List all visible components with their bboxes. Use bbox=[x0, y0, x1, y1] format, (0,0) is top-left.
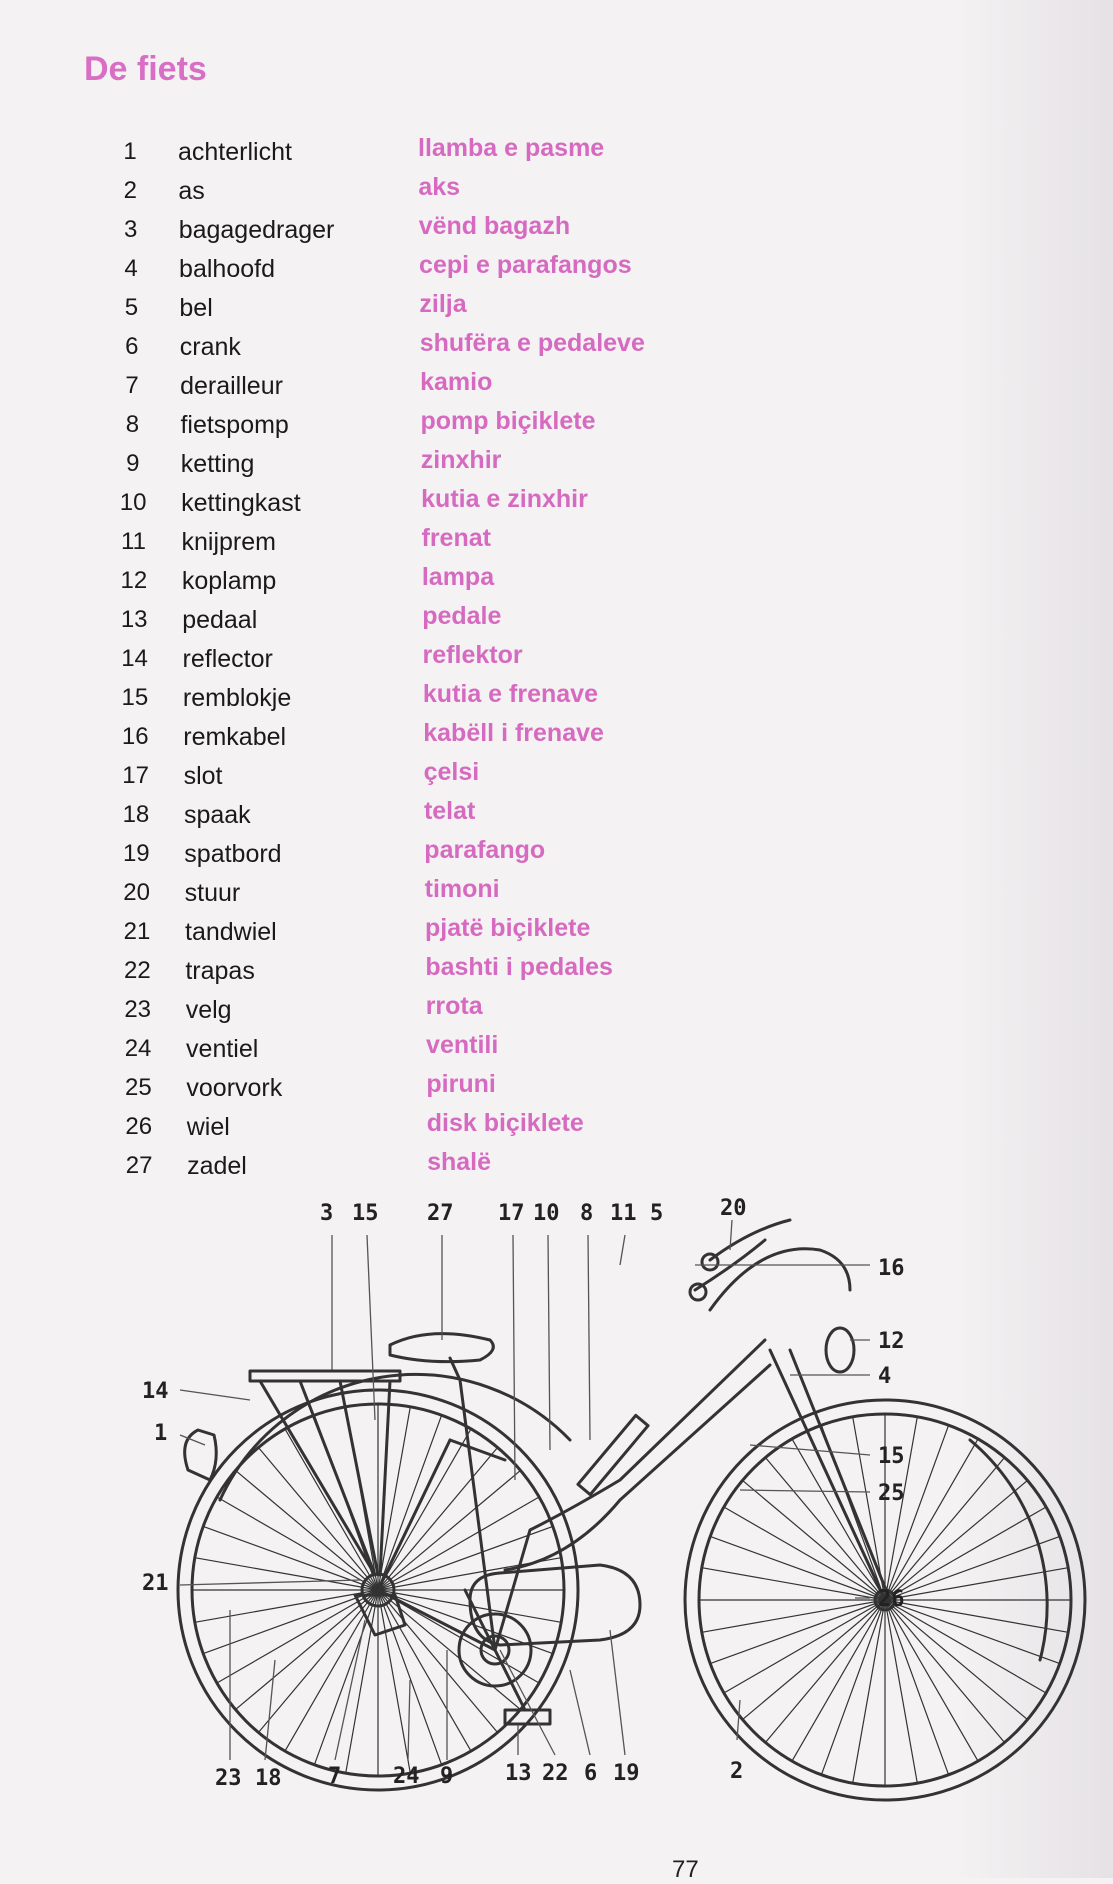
dutch-term: spatbord bbox=[184, 840, 282, 868]
item-number: 7 bbox=[125, 372, 139, 399]
item-number: 15 bbox=[121, 684, 149, 711]
item-number: 3 bbox=[124, 216, 138, 243]
headlamp-shape bbox=[826, 1328, 854, 1372]
albanian-translation: telat bbox=[423, 797, 476, 825]
vocab-row bbox=[113, 446, 813, 486]
callout-22: 22 bbox=[542, 1761, 569, 1786]
item-number: 22 bbox=[123, 957, 151, 984]
vocab-row bbox=[115, 641, 815, 681]
albanian-translation: kutia e frenave bbox=[422, 680, 598, 708]
callout-12: 12 bbox=[878, 1329, 905, 1354]
dutch-term: crank bbox=[179, 333, 241, 361]
callout-14: 14 bbox=[142, 1379, 169, 1404]
callout-15-right: 15 bbox=[878, 1444, 905, 1469]
item-number: 8 bbox=[125, 411, 140, 438]
item-number: 1 bbox=[123, 138, 137, 165]
albanian-translation: disk biçiklete bbox=[426, 1109, 584, 1137]
callout-9: 9 bbox=[440, 1764, 454, 1789]
item-number: 13 bbox=[120, 606, 148, 633]
vocab-row bbox=[113, 485, 813, 525]
item-number: 20 bbox=[123, 879, 150, 906]
vocab-row bbox=[117, 953, 817, 993]
vocab-row bbox=[115, 719, 815, 759]
item-number: 27 bbox=[125, 1152, 153, 1179]
dutch-term: trapas bbox=[185, 957, 255, 985]
item-number: 19 bbox=[122, 840, 150, 867]
callout-18: 18 bbox=[255, 1766, 282, 1791]
rear-light-shape bbox=[185, 1430, 217, 1480]
callout-15-top: 15 bbox=[352, 1201, 379, 1226]
item-number: 11 bbox=[121, 528, 146, 555]
item-number: 16 bbox=[121, 723, 149, 750]
vocab-row bbox=[111, 290, 811, 330]
dutch-term: velg bbox=[185, 996, 232, 1024]
albanian-translation: vënd bagazh bbox=[418, 212, 571, 240]
dutch-term: stuur bbox=[184, 879, 241, 907]
vocab-row bbox=[112, 329, 812, 369]
albanian-translation: shufëra e pedaleve bbox=[419, 329, 645, 357]
vocab-row bbox=[114, 524, 814, 564]
dutch-term: reflector bbox=[182, 645, 273, 673]
vocab-row bbox=[111, 212, 811, 252]
callout-24: 24 bbox=[393, 1764, 420, 1789]
vocab-row bbox=[110, 173, 810, 213]
callout-19: 19 bbox=[613, 1761, 640, 1786]
dutch-term: spaak bbox=[183, 801, 251, 829]
albanian-translation: aks bbox=[418, 173, 461, 201]
vocab-row bbox=[117, 914, 817, 954]
vocab-row bbox=[114, 602, 814, 642]
albanian-translation: kamio bbox=[420, 368, 493, 396]
callout-13: 13 bbox=[505, 1761, 532, 1786]
vocab-row bbox=[110, 134, 810, 174]
dutch-term: slot bbox=[183, 762, 223, 790]
dutch-term: wiel bbox=[186, 1113, 230, 1141]
vocab-row bbox=[115, 680, 815, 720]
vocab-row bbox=[112, 407, 812, 447]
dutch-term: zadel bbox=[187, 1152, 247, 1180]
bicycle-diagram bbox=[142, 1180, 1090, 1820]
item-number: 5 bbox=[124, 294, 139, 321]
albanian-translation: llamba e pasme bbox=[418, 134, 605, 162]
vocab-row bbox=[117, 875, 817, 915]
item-number: 17 bbox=[122, 762, 149, 789]
dutch-term: fietspomp bbox=[180, 411, 289, 439]
albanian-translation: pedale bbox=[422, 602, 502, 630]
callout-4: 4 bbox=[878, 1364, 892, 1389]
dutch-term: as bbox=[178, 177, 205, 205]
dutch-term: pedaal bbox=[182, 606, 258, 634]
item-number: 12 bbox=[120, 567, 148, 594]
dutch-term: bagagedrager bbox=[178, 216, 335, 244]
item-number: 4 bbox=[124, 255, 138, 282]
page-title: De fiets bbox=[84, 50, 207, 88]
callout-26: 26 bbox=[878, 1587, 905, 1612]
vocab-row bbox=[118, 1070, 818, 1110]
callout-23: 23 bbox=[215, 1766, 242, 1791]
albanian-translation: parafango bbox=[424, 836, 546, 864]
item-number: 25 bbox=[125, 1074, 152, 1101]
callout-5: 5 bbox=[650, 1201, 664, 1226]
dutch-term: ventiel bbox=[186, 1035, 259, 1063]
page-number: 77 bbox=[672, 1856, 699, 1883]
callout-20: 20 bbox=[720, 1196, 747, 1221]
item-number: 6 bbox=[125, 333, 139, 360]
albanian-translation: ventili bbox=[426, 1031, 499, 1059]
albanian-translation: frenat bbox=[421, 524, 491, 552]
callout-3: 3 bbox=[320, 1201, 334, 1226]
callout-11: 11 bbox=[610, 1201, 637, 1226]
callout-25: 25 bbox=[878, 1481, 905, 1506]
item-number: 9 bbox=[126, 450, 140, 477]
dutch-term: ketting bbox=[180, 450, 255, 478]
albanian-translation: zinxhir bbox=[420, 446, 502, 474]
dutch-term: koplamp bbox=[181, 567, 277, 595]
dutch-term: kettingkast bbox=[181, 489, 301, 517]
albanian-translation: rrota bbox=[425, 992, 483, 1020]
callout-8: 8 bbox=[580, 1201, 594, 1226]
albanian-translation: bashti i pedales bbox=[425, 953, 613, 981]
albanian-translation: lampa bbox=[421, 563, 495, 591]
albanian-translation: piruni bbox=[426, 1070, 496, 1098]
albanian-translation: pomp biçiklete bbox=[420, 407, 596, 435]
callout-1: 1 bbox=[154, 1421, 168, 1446]
albanian-translation: çelsi bbox=[423, 758, 480, 786]
albanian-translation: reflektor bbox=[422, 641, 523, 669]
dutch-term: derailleur bbox=[180, 372, 283, 400]
vocab-row bbox=[116, 758, 816, 798]
callout-6: 6 bbox=[584, 1761, 598, 1786]
vocab-row bbox=[119, 1109, 819, 1149]
callout-21: 21 bbox=[142, 1571, 169, 1596]
albanian-translation: zilja bbox=[419, 290, 467, 318]
albanian-translation: kabëll i frenave bbox=[423, 719, 604, 747]
item-number: 2 bbox=[123, 177, 138, 204]
dutch-term: voorvork bbox=[186, 1074, 283, 1102]
item-number: 10 bbox=[119, 489, 147, 516]
dutch-term: tandwiel bbox=[185, 918, 277, 946]
callout-17: 17 bbox=[498, 1201, 525, 1226]
vocab-row bbox=[118, 1031, 818, 1071]
vocab-row bbox=[112, 368, 812, 408]
vocab-row bbox=[116, 836, 816, 876]
dutch-term: balhoofd bbox=[179, 255, 275, 283]
dutch-term: remblokje bbox=[182, 684, 292, 712]
callout-16: 16 bbox=[878, 1256, 905, 1281]
albanian-translation: shalë bbox=[427, 1148, 492, 1176]
dutch-term: remkabel bbox=[183, 723, 287, 751]
albanian-translation: pjatë biçiklete bbox=[425, 914, 591, 942]
item-number: 26 bbox=[125, 1113, 153, 1140]
vocab-row bbox=[111, 251, 811, 291]
item-number: 24 bbox=[124, 1035, 152, 1062]
item-number: 14 bbox=[121, 645, 148, 672]
dutch-term: achterlicht bbox=[178, 138, 292, 166]
item-number: 21 bbox=[123, 918, 151, 945]
vocab-row bbox=[118, 992, 818, 1032]
dutch-term: bel bbox=[179, 294, 213, 322]
callout-7: 7 bbox=[328, 1764, 342, 1789]
callout-10: 10 bbox=[533, 1201, 560, 1226]
albanian-translation: kutia e zinxhir bbox=[421, 485, 588, 513]
vocab-row bbox=[114, 563, 814, 603]
callout-27: 27 bbox=[427, 1201, 454, 1226]
albanian-translation: timoni bbox=[424, 875, 500, 903]
callout-2: 2 bbox=[730, 1759, 744, 1784]
vocab-row bbox=[116, 797, 816, 837]
albanian-translation: cepi e parafangos bbox=[419, 251, 632, 279]
item-number: 18 bbox=[122, 801, 150, 828]
dutch-term: knijprem bbox=[181, 528, 276, 556]
item-number: 23 bbox=[124, 996, 152, 1023]
